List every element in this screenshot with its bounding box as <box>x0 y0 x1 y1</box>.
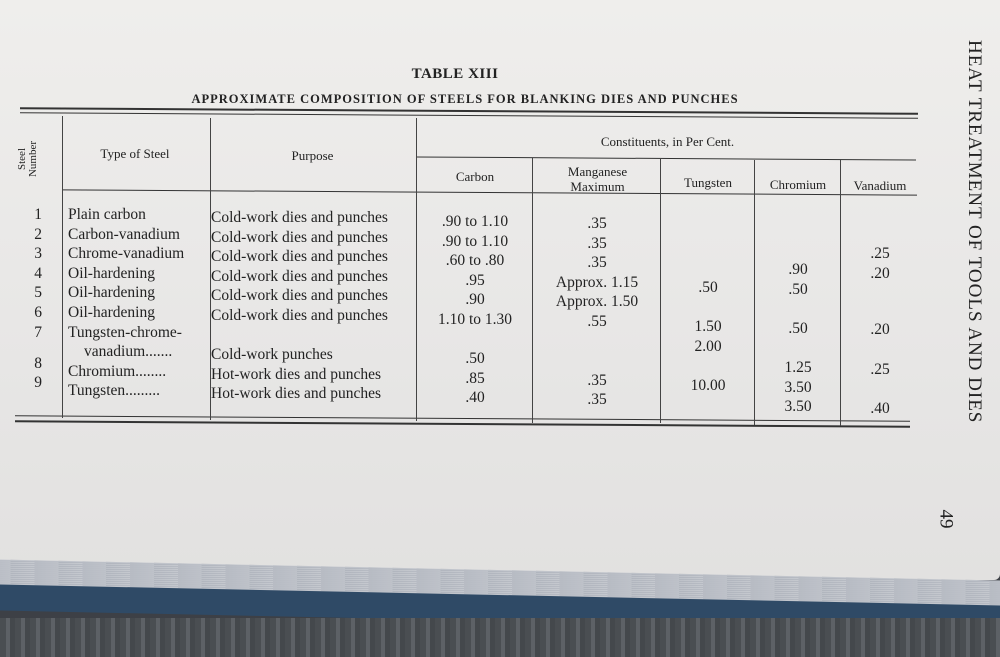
header-vanadium: Vanadium <box>853 178 907 193</box>
column-divider <box>660 158 661 423</box>
table-cell <box>756 338 840 358</box>
column-divider <box>532 158 533 423</box>
table-cell: .25 <box>870 360 890 378</box>
table-cell: Cold-work dies and punches <box>211 267 388 285</box>
table-cell: 1.25 <box>784 358 812 376</box>
table-cell: .90 to 1.10 <box>441 232 509 250</box>
table-cell: Cold-work punches <box>211 346 333 364</box>
table-title: TABLE XIII <box>411 66 499 82</box>
table-cell: .50 <box>788 280 808 298</box>
carpet-background <box>0 618 1000 657</box>
table-cell: .90 <box>465 291 485 309</box>
table-cell: 2.00 <box>694 337 722 355</box>
table-cell: 1.50 <box>694 318 722 336</box>
table-cell: .90 to 1.10 <box>441 213 509 230</box>
table-cell: Cold-work dies and punches <box>211 209 388 226</box>
header-purpose: Purpose <box>291 148 334 163</box>
table-cell: .50 <box>465 350 485 368</box>
purpose-column <box>211 208 388 404</box>
chromium-column <box>756 260 840 417</box>
table-cell: .40 <box>870 399 890 417</box>
table-cell: .60 to .80 <box>445 252 505 270</box>
table-cell: .20 <box>870 264 890 282</box>
table-cell: vanadium....... <box>84 343 173 361</box>
header-manganese: Manganese Maximum <box>567 164 628 194</box>
table-cell: 6 <box>34 303 42 321</box>
table-cell: Cold-work dies and punches <box>211 287 388 305</box>
table-cell <box>756 299 840 319</box>
table-cell: Approx. 1.15 <box>555 273 639 291</box>
table-cell: .35 <box>587 234 607 252</box>
header-tungsten: Tungsten <box>684 175 732 190</box>
column-divider <box>754 160 755 425</box>
table-cell: Oil-hardening <box>68 303 155 321</box>
type-column <box>68 205 184 401</box>
page-number: 49 <box>935 509 957 529</box>
table-cell: .40 <box>465 389 485 407</box>
table-cell: 3.50 <box>784 398 812 416</box>
table-cell: Cold-work dies and punches <box>211 228 388 246</box>
header-steel-number: Steel Number <box>16 140 39 178</box>
running-head: HEAT TREATMENT OF TOOLS AND DIES <box>964 40 985 424</box>
table-cell: Chromium........ <box>68 362 167 380</box>
table-cell: Oil-hardening <box>68 284 155 302</box>
vanadium-column <box>842 244 918 418</box>
table-cell: .50 <box>788 319 808 337</box>
table-cell: .90 <box>788 261 808 278</box>
table-cell: 7 <box>34 323 42 341</box>
header-type: Type of Steel <box>100 146 170 161</box>
table-cell: Tungsten......... <box>68 382 161 400</box>
header-constituents: Constituents, in Per Cent. <box>600 134 735 149</box>
carbon-column <box>420 212 530 408</box>
table-cell <box>536 332 658 352</box>
table-cell: 9 <box>34 374 42 392</box>
table-cell: Hot-work dies and punches <box>211 385 382 403</box>
table-cell: .95 <box>465 271 485 289</box>
table-cell: Tungsten-chrome- <box>68 323 182 341</box>
table-cell: 1 <box>34 206 42 223</box>
manganese-column <box>536 214 658 410</box>
table-cell: Cold-work dies and punches <box>211 248 388 266</box>
table-cell <box>211 326 388 346</box>
table-cell <box>420 330 530 350</box>
table-cell: 1.10 to 1.30 <box>437 310 513 328</box>
table-subtitle: APPROXIMATE COMPOSITION OF STEELS FOR BLANKING DIES AND PUNCHES <box>191 92 739 106</box>
table-cell <box>662 356 754 376</box>
table-cell: Carbon-vanadium <box>68 225 180 243</box>
column-divider <box>416 118 417 421</box>
table-cell: .55 <box>587 312 607 330</box>
header-carbon: Carbon <box>455 169 495 184</box>
table-cell: .35 <box>587 254 607 272</box>
table-cell: 3.50 <box>784 378 812 396</box>
table-cell: .25 <box>870 245 890 262</box>
table-cell: 10.00 <box>690 376 726 394</box>
table-cell: 8 <box>34 354 42 372</box>
header-chromium: Chromium <box>769 177 827 192</box>
table-cell: 3 <box>34 245 42 263</box>
table-cell <box>842 379 918 399</box>
table-cell: .85 <box>465 369 485 387</box>
table-cell: 5 <box>34 284 42 302</box>
table-cell: Chrome-vanadium <box>68 245 185 263</box>
table-cell: Cold-work dies and punches <box>211 306 388 324</box>
table-cell: .50 <box>698 279 718 296</box>
table-cell <box>662 298 754 318</box>
table-cell: 4 <box>34 264 42 282</box>
table-cell: .35 <box>587 371 607 389</box>
table-cell: 2 <box>34 225 42 243</box>
table-cell: .35 <box>587 215 607 232</box>
table-cell <box>536 351 658 371</box>
steel-number-column <box>20 205 42 393</box>
table-cell: .20 <box>870 321 890 339</box>
table-cell: Plain carbon <box>68 206 146 223</box>
table-cell: Oil-hardening <box>68 264 155 282</box>
tungsten-column <box>662 278 754 396</box>
column-divider <box>840 160 841 426</box>
table-cell <box>842 340 918 360</box>
table-cell: .35 <box>587 391 607 409</box>
table-cell: Approx. 1.50 <box>555 293 639 311</box>
table-cell: Hot-work dies and punches <box>211 365 382 383</box>
table-cell <box>842 283 918 303</box>
